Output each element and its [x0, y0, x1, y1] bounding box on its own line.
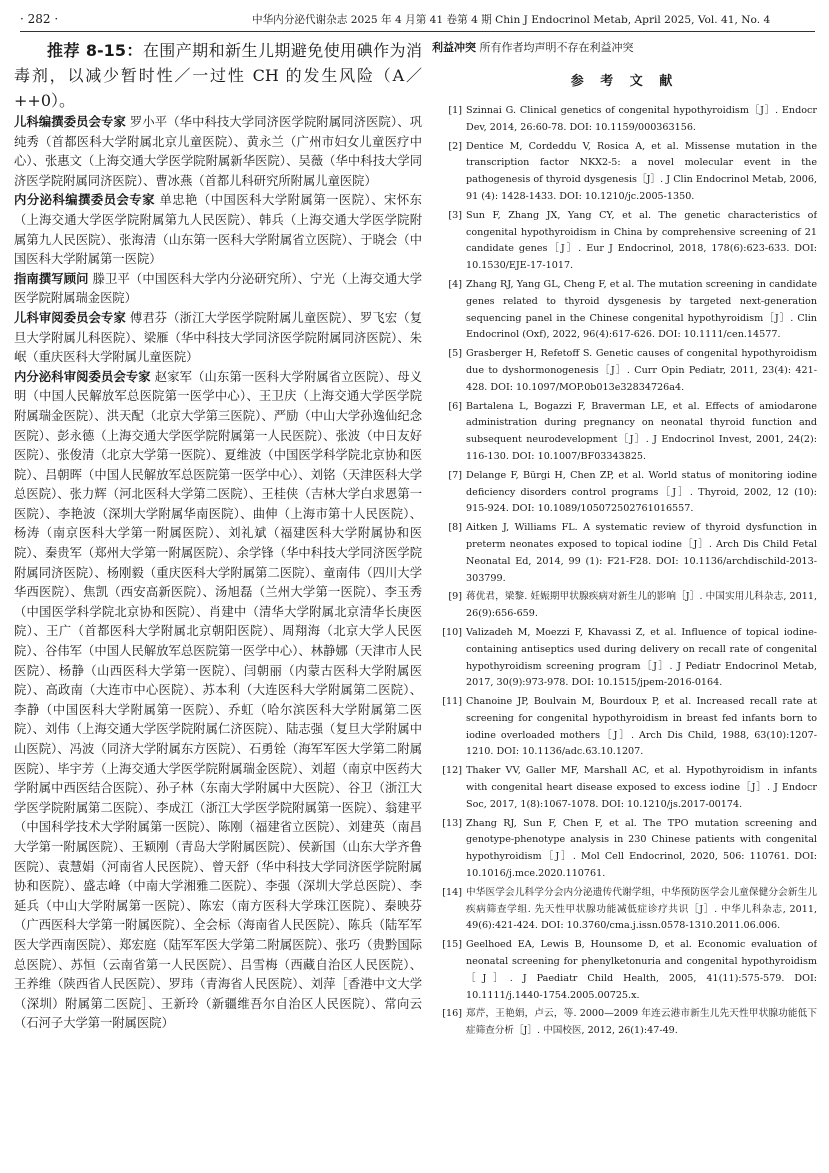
reference-number: [10]: [442, 626, 462, 638]
panel-pediatric-writers: [14, 113, 422, 191]
reference-item: [432, 468, 817, 518]
journal-running-header: 中华内分泌代谢杂志 2025 年 4 月第 41 卷第 4 期 Chin J Endocrinol Metab, April 2025, Vol. 41, No. 4: [252, 14, 771, 26]
reference-number: [12]: [442, 765, 462, 777]
reference-number: [1]: [448, 105, 462, 116]
reference-text: Aitken J, Williams FL. A systematic review of thyroid dysfunction in preterm neonates exposed to topical iodine［J］. Arch Dis Child Fetal Neonatal Ed, 2014, 99 (1): F21-F28. DOI: 10.1136/archdischild-2013-303799.: [466, 522, 817, 584]
panel-label: 儿科编撰委员会专家: [14, 115, 126, 129]
reference-text: Sun F, Zhang JX, Yang CY, et al. The genetic characteristics of congenital hypothyroidism in China by comprehensive screening of 21 candidate genes［J］. Eur J Endocrinol, 2018, 178(6):623-633. DOI: 10.1530/EJE-17-1017.: [466, 209, 817, 272]
panel-pediatric-reviewers: [14, 309, 422, 368]
reference-number: [6]: [448, 400, 462, 412]
panel-advisors: [14, 270, 422, 309]
reference-number: [14]: [442, 886, 462, 898]
reference-item: [432, 139, 817, 206]
reference-number: [2]: [448, 140, 462, 152]
reference-number: [5]: [448, 348, 462, 360]
recommendation-text: 在围产期和新生儿期避免使用碘作为消毒剂，以减少暂时性／一过性 CH 的发生风险（A／++0）。: [14, 41, 422, 110]
reference-text: Bartalena L, Bogazzi F, Braverman LE, et al. Effects of amiodarone administration during pregnancy on neonatal thyroid function and subsequent neurodevelopment［J］. J Endocrinol Invest, 2001, 24(2): 116-130. DOI: 10.1007/BF03343825.: [466, 400, 817, 462]
reference-number: [15]: [442, 939, 462, 951]
reference-number: [9]: [448, 591, 462, 603]
panel-members: 滕卫平（中国医科大学内分泌研究所）、宁光（上海交通大学医学院附属瑞金医院）: [14, 271, 422, 306]
reference-number: [13]: [442, 817, 462, 829]
reference-item: [432, 694, 817, 761]
reference-number: [8]: [448, 522, 462, 534]
reference-item: [432, 103, 817, 137]
left-column: [14, 38, 422, 1168]
panel-members: 单忠艳（中国医科大学附属第一医院）、宋怀东（上海交通大学医学院附属第九人民医院）、韩兵（上海交通大学医学院附属第九人民医院）、张海清（山东第一医科大学附属省立医院）、于晓会（中国医科大学附属第一医院）: [14, 193, 422, 267]
panel-label: 指南撰写顾问: [14, 271, 89, 286]
conflict-text: 所有作者均声明不存在利益冲突: [476, 41, 634, 54]
reference-text: Zhang RJ, Yang GL, Cheng F, et al. The mutation screening in candidate genes related to thyroid dysgenesis by targeted next-generation sequencing panel in the Chinese congenital hypothyroidism［J］. Clin Endocrinol (Oxf), 2022, 96(4):617-626. DOI: 10.1111/cen.14577.: [466, 278, 817, 341]
right-column: [432, 38, 817, 1168]
reference-item: [432, 589, 817, 623]
reference-number: [11]: [442, 696, 462, 708]
panel-label: 内分泌科审阅委员会专家: [14, 369, 151, 384]
conflict-of-interest: [432, 40, 817, 56]
reference-item: [432, 937, 817, 1004]
reference-text: 郑芹，王艳娟，卢云，等. 2000—2009 年连云港市新生儿先天性甲状腺功能低下症筛查分析［J］. 中国校医, 2012, 26(1):47-49.: [466, 1008, 817, 1037]
panel-members: 傅君芬（浙江大学医学院附属儿童医院）、罗飞宏（复旦大学附属儿科医院）、梁雁（华中科技大学同济医学院附属同济医院）、朱岷（重庆医科大学附属儿童医院）: [14, 310, 422, 365]
reference-item: [432, 816, 817, 883]
reference-number: [7]: [448, 469, 462, 481]
reference-list: [432, 103, 817, 1040]
reference-text: Zhang RJ, Sun F, Chen F, et al. The TPO mutation screening and genotype-phenotype analysis in 230 Chinese patients with congenital hypothyroidism［J］. Mol Cell Endocrinol, 2020, 506: 110761. DOI: 10.1016/j.mce.2020.110761.: [466, 817, 817, 880]
references-heading: 参 考 文 献: [570, 74, 679, 89]
panel-members: 赵家军（山东第一医科大学附属省立医院）、母义明（中国人民解放军总医院第一医学中心）、王卫庆（上海交通大学医学院附属瑞金医院）、洪天配（北京大学第三医院）、严励（中山大学孙逸仙纪念医院）、彭永德（上海交通大学医学院附属第一人民医院）、张波（中日友好医院）、张俊清（北京大学第一医院）、夏维波（中国医学科学院北京协和医院）、吕朝晖（中国人民解放军总医院第一医学中心）、刘铭（天津医科大学总医院）、张力辉（河北医科大学第二医院）、王桂侠（吉林大学白求恩第一医院）、李艳波（深圳大学附属华南医院）、曲伸（上海市第十人民医院）、杨涛（南京医科大学第一附属医院）、刘礼斌（福建医科大学附属协和医院）、秦贵军（郑州大学第一附属医院）、余学锋（华中科技大学同济医学院附属同济医院）、杨刚毅（重庆医科大学附属第二医院）、童南伟（四川大学华西医院）、焦凯（西安高新医院）、汤旭磊（兰州大学第一医院）、李玉秀（中国医学科学院北京协和医院）、肖建中（清华大学附属北京清华长庚医院）、王广（首都医科大学附属北京朝阳医院）、周翔海（北京大学人民医院）、谷伟军（中国人民解放军总医院第一医学中心）、林静娜（天津市人民医院）、杨静（山西医科大学第一医院）、闫朝丽（内蒙古医科大学附属医院）、高政南（大连市中心医院）、苏本利（大连医科大学附属第二医院）、李静（中国医科大学附属第一医院）、乔虹（哈尔滨医科大学附属第二医院）、刘伟（上海交通大学医学院附属仁济医院）、陆志强（复旦大学附属中山医院）、冯波（同济大学附属东方医院）、石勇铨（海军军医大学第二附属医院）、毕宇芳（上海交通大学医学院附属瑞金医院）、刘超（南京中医药大学附属中西医结合医院）、孙子林（东南大学附属中大医院）、谷卫（浙江大学医学院附属第二医院）、李成江（浙江大学医学院附属第一医院）、翁建平（中国科学技术大学附属第一医院）、陈刚（福建省立医院）、刘建英（南昌大学第一附属医院）、王颖刚（青岛大学附属医院）、侯新国（山东大学齐鲁医院）、袁慧娟（河南省人民医院）、曾天舒（华中科技大学同济医学院附属协和医院）、盛志峰（中南大学湘雅二医院）、李强（深圳大学总医院）、李延兵（中山大学附属第一医院）、陈宏（南方医科大学珠江医院）、秦映芬（广西医科大学第一附属医院）、全会标（海南省人民医院）、陈兵（陆军军医大学西南医院）、郑宏庭（陆军军医大学第二附属医院）、张巧（贵黔国际总医院）、苏恒（云南省第一人民医院）、吕雪梅（西藏自治区人民医院）、王养维（陕西省人民医院）、罗玮（青海省人民医院）、刘萍［香港中文大学（深圳）附属第二医院］、王新玲（新疆维吾尔自治区人民医院）、常向云（石河子大学第一附属医院）: [14, 369, 422, 1031]
reference-number: [3]: [448, 209, 462, 221]
reference-text: Szinnai G. Clinical genetics of congenital hypothyroidism［J］. Endocr Dev, 2014, 26:60-78. DOI: 10.1159/000363156.: [466, 105, 817, 133]
panel-endocrine-reviewers: [14, 368, 422, 1034]
reference-text: 蒋优君，梁黎. 妊娠期甲状腺疾病对新生儿的影响［J］. 中国实用儿科杂志, 2011, 26(9):656-659.: [466, 591, 817, 620]
reference-text: 中华医学会儿科学分会内分泌遗传代谢学组，中华预防医学会儿童保健分会新生儿疾病筛查学组. 先天性甲状腺功能减低症诊疗共识［J］. 中华儿科杂志, 2011, 49(6):421-424. DOI: 10.3760/cma.j.issn.0578-1310.2011.06.006.: [466, 886, 817, 932]
reference-text: Geelhoed EA, Lewis B, Hounsome D, et al. Economic evaluation of neonatal screening for phenylketonuria and congenital hypothyroidism［J］. J Paediatr Child Health, 2005, 41(11):575-579. DOI: 10.1111/j.1440-1754.2005.00725.x.: [466, 939, 817, 1001]
reference-number: [16]: [442, 1008, 462, 1020]
conflict-label: 利益冲突: [432, 41, 476, 54]
reference-text: Thaker VV, Galler MF, Marshall AC, et al. Hypothyroidism in infants with congenital heart disease exposed to excess iodine［J］. J Endocr Soc, 2017, 1(8):1067-1078. DOI: 10.1210/js.2017-00174.: [466, 765, 817, 810]
panel-label: 内分泌科编撰委员会专家: [14, 193, 156, 208]
recommendation-8-15: [14, 38, 422, 113]
recommendation-label: 推荐 8-15：: [47, 41, 143, 60]
header-rule: [20, 31, 815, 32]
reference-text: Delange F, Bürgi H, Chen ZP, et al. World status of monitoring iodine deficiency disorders control programs［J］. Thyroid, 2002, 12 (10): 915-924. DOI: 10.1089/105072502761016557.: [466, 469, 817, 515]
reference-item: [432, 625, 817, 692]
page-number: · 282 ·: [20, 12, 59, 26]
panel-endocrine-writers: [14, 191, 422, 269]
panel-label: 儿科审阅委员会专家: [14, 310, 126, 325]
reference-item: [432, 399, 817, 466]
reference-number: [4]: [448, 278, 462, 290]
reference-text: Dentice M, Cordeddu V, Rosica A, et al. Missense mutation in the transcription factor NKX2-5: a novel molecular event in the pathogenesis of thyroid dysgenesis［J］. J Clin Endocrinol Metab, 2006, 91 (4): 1428-1433. DOI: 10.1210/jc.2005-1350.: [466, 140, 817, 202]
reference-item: [432, 346, 817, 396]
reference-text: Chanoine JP, Boulvain M, Bourdoux P, et al. Increased recall rate at screening for congenital hypothyroidism in breast fed infants born to iodine overloaded mothers［J］. Arch Dis Child, 1988, 63(10):1207-1210. DOI: 10.1136/adc.63.10.1207.: [466, 696, 817, 758]
panel-members: 罗小平（华中科技大学同济医学院附属同济医院）、巩纯秀（首都医科大学附属北京儿童医院）、黄永兰（广州市妇女儿童医疗中心）、张惠文（上海交通大学医学院附属新华医院）、吴薇（华中科技大学同济医学院附属同济医院）、曹冰燕（首都儿科研究所附属儿童医院）: [14, 115, 422, 188]
reference-text: Valizadeh M, Moezzi F, Khavassi Z, et al. Influence of topical iodine-containing antiseptics used during delivery on recall rate of congenital hypothyroidism screening program［J］. J Pediatr Endocrinol Metab, 2017, 30(9):973-978. DOI: 10.1515/jpem-2016-0164.: [466, 626, 817, 689]
reference-item: [432, 1006, 817, 1040]
reference-item: [432, 885, 817, 935]
reference-item: [432, 763, 817, 813]
reference-item: [432, 208, 817, 275]
reference-item: [432, 277, 817, 344]
reference-text: Grasberger H, Refetoff S. Genetic causes of congenital hypothyroidism due to dyshormonogenesis［J］. Curr Opin Pediatr, 2011, 23(4): 421-428. DOI: 10.1097/MOP.0b013e32834726a4.: [466, 348, 817, 393]
reference-item: [432, 520, 817, 587]
